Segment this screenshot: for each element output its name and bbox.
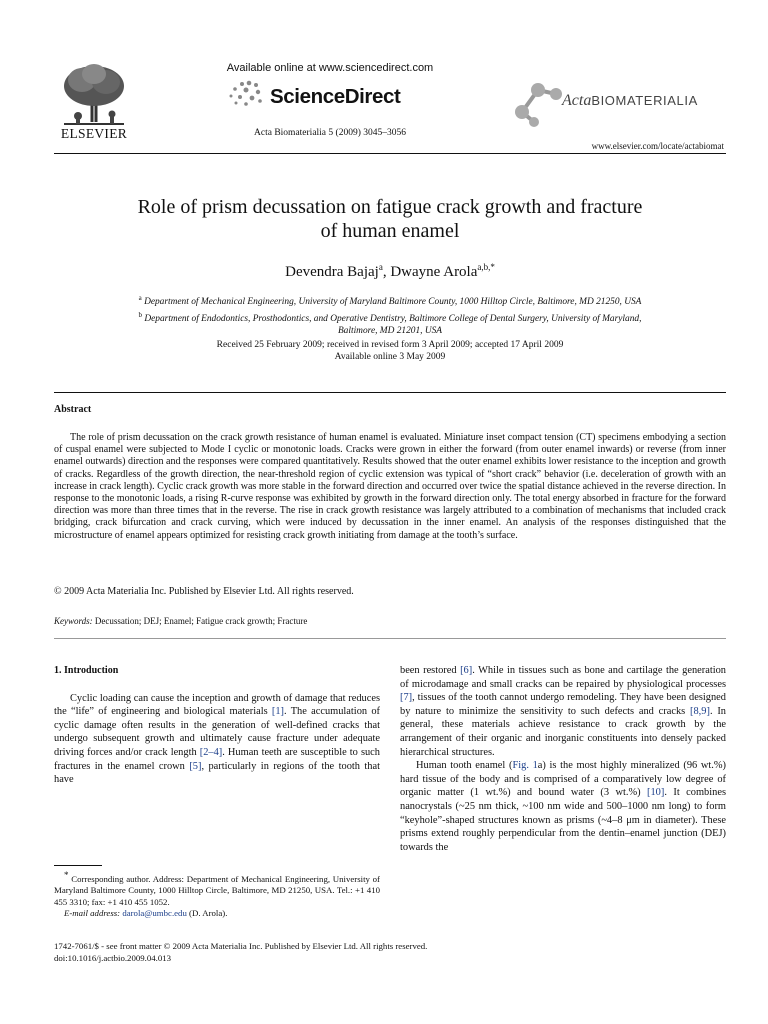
title-line-1: Role of prism decussation on fatigue crack growth and fracture	[137, 196, 643, 218]
affiliation-a: $^a$ Department of Mechanical Engineering, University of Maryland Baltimore County, 1000 Hilltop Circle, Baltimore, MD 21250, USA	[138, 294, 642, 308]
journal-brand	[562, 92, 698, 110]
author-affiliation-mark: a	[378, 262, 383, 272]
keywords	[54, 616, 307, 626]
front-matter	[54, 941, 427, 964]
citation-link[interactable]: [6]	[460, 665, 473, 676]
journal-brand-bio: BIOMATERIALIA	[591, 93, 698, 108]
sciencedirect-dots-icon	[226, 80, 266, 108]
sciencedirect-brand: ScienceDirect	[270, 85, 401, 108]
abstract-body	[54, 432, 726, 542]
left-column	[54, 664, 380, 787]
author-affiliation-mark: a,b,*	[477, 262, 495, 272]
citation-link[interactable]: [7]	[400, 692, 413, 704]
paragraph: been restored [6]. While in tissues such as bone and cartilage the generation of microdamage and small cracks can be repaired by physiological processes [7], tissues of the tooth cannot undergo remodeling. They have been designed by nature to minimize the sensitivity to such defects and cracks [8,9]. In general, these materials achieve resistance to crack growth by the arrangement of their organic and inorganic constituents into densely packed hierarchical structures.	[400, 665, 726, 758]
keywords-label: Keywords:	[54, 616, 93, 626]
section-heading: 1. Introduction	[54, 665, 119, 676]
email-link[interactable]: darola@umbc.edu	[122, 908, 187, 919]
abstract-heading: Abstract	[54, 404, 92, 415]
received-dates: Received 25 February 2009; received in revised form 3 April 2009; accepted 17 April 2009	[216, 340, 564, 350]
molecule-icon	[508, 72, 568, 130]
author-name[interactable]: Dwayne Arola	[390, 264, 478, 280]
paragraph: Human tooth enamel (Fig. 1a) is the most highly mineralized (96 wt.%) hard tissue of the body and is comprised of a comparatively low degree of organic matter (1 wt.%) and bound water (3 wt.%) [10]. It combines nanocrystals (~25 nm thick, ~100 nm wide and 500–1000 nm long) to form “keyhole”-shaped structures known as prisms (~4–8 μm in diameter). These prisms extend roughly perpendicular from the dentin–enamel junction (DEJ) towards the	[400, 760, 727, 853]
copyright-notice: © 2009 Acta Materialia Inc. Published by Elsevier Ltd. All rights reserved.	[54, 586, 354, 597]
citation-link[interactable]: [8,9]	[690, 705, 710, 717]
figure-link[interactable]: Fig. 1	[512, 760, 538, 772]
email-label: E-mail address:	[64, 908, 121, 919]
available-online-text: Available online at www.sciencedirect.com	[226, 62, 434, 74]
title-line-2: of human enamel	[320, 220, 460, 242]
citation-link[interactable]: [2–4]	[199, 746, 223, 758]
journal-url-link[interactable]: www.elsevier.com/locate/actabiomat	[591, 141, 724, 151]
affiliations	[70, 292, 710, 338]
footnote-rule	[54, 865, 102, 866]
keywords-divider	[54, 638, 726, 639]
article-title	[54, 195, 726, 243]
author-name[interactable]: Devendra Bajaj	[285, 264, 379, 280]
citation-link[interactable]: [1]	[271, 706, 285, 718]
doi-link[interactable]: doi:10.1016/j.actbio.2009.04.013	[54, 952, 172, 963]
corresponding-author-footnote: * Corresponding author. Address: Department of Mechanical Engineering, University of Maryland Baltimore County, 1000 Hilltop Circle, Baltimore, MD 21250, USA. Tel.: +1 410 455 3310; fax: +1 410 455 1052. E-mail address: darola@umbc.edu (D. Arola).	[54, 870, 380, 919]
keywords-list: Decussation; DEJ; Enamel; Fatigue crack growth; Fracture	[94, 616, 308, 626]
abstract-text: The role of prism decussation on the crack growth resistance of human enamel is evaluated. Miniature inset compact tension (CT) specimens embodying a section of cuspal enamel were subjected to Mode I cyclic or monotonic loads. Cracks were grown in either the forward (from outer enamel inwards) or reverse (from inner enamel outwards) direction and the responses were compared quantitatively. Results showed that the outer enamel exhibits lower resistance to the inception and growth of cracks. Regardless of the growth direction, the near-threshold region of cyclic extension was typical of “short crack” behavior (i.e. deceleration of growth with an increase in crack length). Cyclic crack growth was more stable in the forward direction and occurred over twice the spatial distance achieved in the reverse direction. In response to the monotonic loads, a rising R-curve response was exhibited by growth in the forward direction only. The total energy absorbed in fracture for the forward direction was more than three times that in the reverse. The rise in crack growth resistance was largely attributed to a combination of mechanisms that included crack bridging, crack bifurcation and crack curving, which were induced by decussation in the inner enamel. An analysis of the responses distinguished that the microstructure of enamel appears optimized for resisting crack growth initiating from damage at the tooth’s surface.	[54, 432, 726, 541]
citation-link[interactable]: [5]	[189, 760, 202, 772]
publisher-name: ELSEVIER	[60, 126, 128, 141]
header-divider	[54, 153, 726, 154]
affiliation-b-cont: Baltimore, MD 21201, USA	[337, 326, 443, 337]
footnote-mark: *	[64, 870, 69, 880]
journal-citation: Acta Biomaterialia 5 (2009) 3045–3056	[254, 128, 406, 138]
issn-line: 1742-7061/$ - see front matter © 2009 Acta Materialia Inc. Published by Elsevier Ltd. All rights reserved.	[54, 941, 428, 951]
abstract-divider	[54, 392, 726, 393]
citation-link[interactable]: [10]	[647, 787, 665, 799]
author-list: Devendra Bajaj$^a$, Dwayne Arola$^{a,b,*}$	[285, 262, 495, 280]
article-history	[54, 339, 726, 363]
available-online-date: Available online 3 May 2009	[334, 352, 446, 362]
paragraph: Cyclic loading can cause the inception and growth of damage that reduces the “life” of engineering and biological materials [1]. The accumulation of cyclic damage often results in the generation of well-defined cracks that undergo subsequent growth and ultimately cause fracture under adequate driving forces and/or crack length [2–4]. Human teeth are susceptible to such fractures in the enamel crown [5], particularly in regions of the tooth that have	[54, 692, 380, 786]
right-column	[400, 664, 726, 854]
journal-brand-acta: Acta	[562, 92, 592, 109]
affiliation-b: $^b$ Department of Endodontics, Prosthodontics, and Operative Dentistry, Baltimore College of Dental Surgery, University of Maryland,	[138, 310, 642, 324]
